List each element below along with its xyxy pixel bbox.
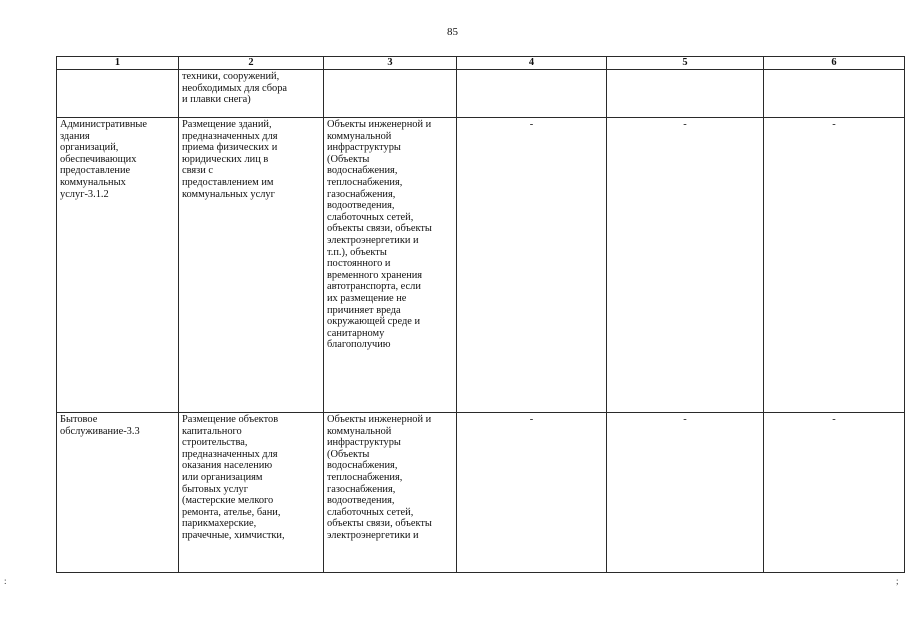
cell-text: - xyxy=(832,414,836,425)
cell-text: Размещение зданий, предназначенных для приема физических и юридических лиц в связи с предоставлением им коммунальных услуг xyxy=(182,119,278,200)
table-cell xyxy=(179,118,324,413)
page-number: 85 xyxy=(447,26,458,38)
scan-mark-right: ; xyxy=(896,576,899,586)
table-cell xyxy=(607,118,764,413)
table-cell xyxy=(607,70,764,118)
scan-mark-left: : xyxy=(4,576,7,586)
table-cell xyxy=(457,70,607,118)
column-header-2: 2 xyxy=(179,57,324,70)
table-cell xyxy=(179,70,324,118)
table-row xyxy=(57,413,905,573)
table-cell xyxy=(57,70,179,118)
table-cell xyxy=(179,413,324,573)
table-cell xyxy=(57,118,179,413)
column-header-5: 5 xyxy=(607,57,764,70)
table-row xyxy=(57,118,905,413)
column-header-4: 4 xyxy=(457,57,607,70)
column-header-6: 6 xyxy=(764,57,905,70)
table-cell xyxy=(324,70,457,118)
table-cell xyxy=(764,118,905,413)
table-header-row xyxy=(57,57,905,70)
cell-text: Бытовое обслуживание-3.3 xyxy=(60,414,140,437)
column-header-3: 3 xyxy=(324,57,457,70)
column-header-1: 1 xyxy=(57,57,179,70)
cell-text: техники, сооружений, необходимых для сбора и плавки снега) xyxy=(182,71,288,106)
cell-text: - xyxy=(832,119,836,130)
cell-text: Размещение объектов капитального строительства, предназначенных для оказания населению или организациям бытовых услуг (мастерские мелкого ремонта, ателье, бани, парикмахерские, прачечные, химчистки, xyxy=(182,414,285,541)
table-cell xyxy=(457,413,607,573)
cell-text: Административные здания организаций, обеспечивающих предоставление коммунальных услуг-3.1.2 xyxy=(60,119,148,200)
cell-text: - xyxy=(683,119,687,130)
cell-text: Объекты инженерной и коммунальной инфраструктуры (Объекты водоснабжения, теплоснабжения, газоснабжения, водоотведения, слаботочных сетей, объекты связи, объекты электроэнергетики и т.п.), объекты постоянного и временного хранения автотранспорта, если их размещение не причиняет вреда окружающей среде и санитарному благополучию xyxy=(327,119,432,351)
table-cell xyxy=(57,413,179,573)
table-cell xyxy=(607,413,764,573)
table-cell xyxy=(324,413,457,573)
cell-text: - xyxy=(529,119,534,130)
table-cell xyxy=(764,70,905,118)
zoning-table xyxy=(56,56,905,573)
cell-text: - xyxy=(529,414,534,425)
cell-text: Объекты инженерной и коммунальной инфраструктуры (Объекты водоснабжения, теплоснабжения, газоснабжения, водоотведения, слаботочных сетей, объекты связи, объекты электроэнергетики и xyxy=(327,414,432,541)
table-cell xyxy=(324,118,457,413)
table-cell xyxy=(764,413,905,573)
cell-text: - xyxy=(683,414,687,425)
table-cell xyxy=(457,118,607,413)
table-row xyxy=(57,70,905,118)
